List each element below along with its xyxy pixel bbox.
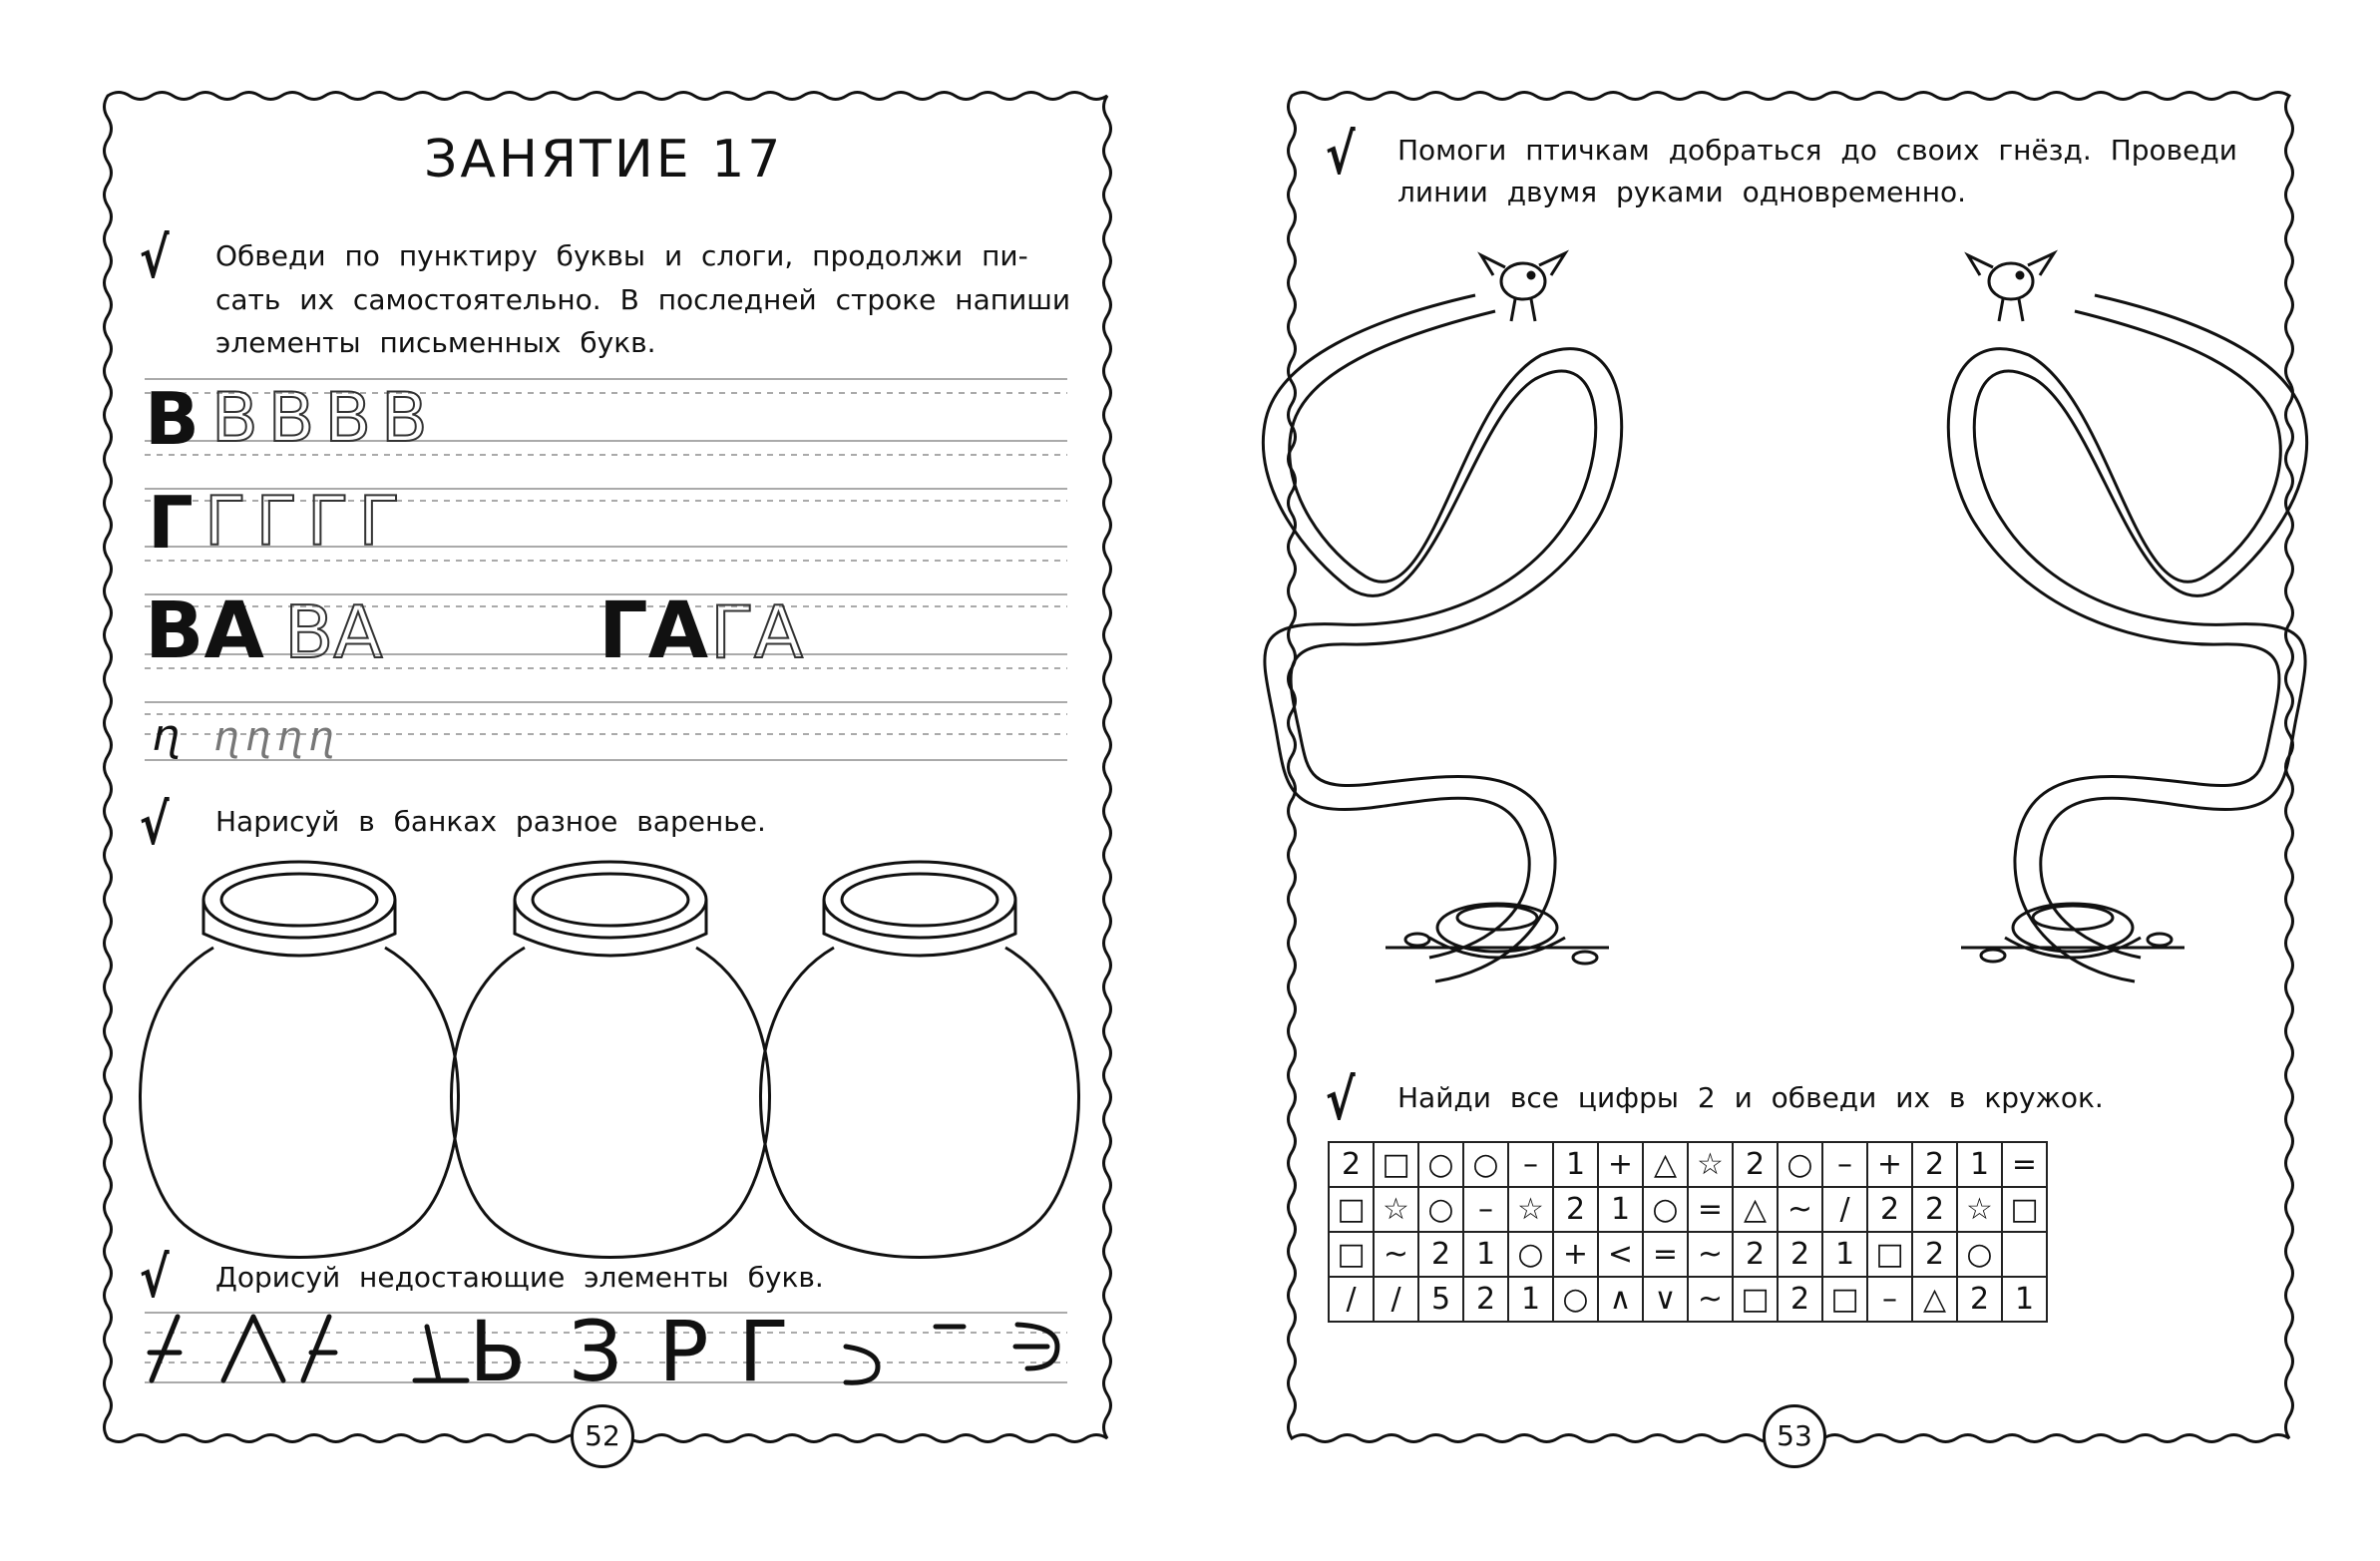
task1-line1: Обведи по пунктиру буквы и слоги, продолжи пи- <box>215 239 1028 272</box>
grid-cell[interactable]: / <box>1822 1187 1867 1232</box>
dashed-letter: В <box>267 379 325 458</box>
grid-cell[interactable]: 1 <box>1508 1277 1553 1322</box>
grid-cell[interactable]: 2 <box>1778 1277 1822 1322</box>
page-number: 52 <box>571 1404 634 1468</box>
grid-cell[interactable]: ○ <box>1778 1142 1822 1187</box>
checkmark-icon: √ <box>1325 123 1356 188</box>
grid-cell[interactable]: ○ <box>1508 1232 1553 1277</box>
grid-cell[interactable]: ~ <box>1778 1187 1822 1232</box>
partial-letter: З <box>569 1303 622 1400</box>
grid-cell[interactable]: 2 <box>1553 1187 1598 1232</box>
grid-cell[interactable]: – <box>1508 1142 1553 1187</box>
grid-cell[interactable]: 2 <box>1912 1142 1957 1187</box>
right-task1-line1: Помоги птичкам добраться до своих гнёзд. Проведи <box>1397 134 2237 167</box>
trace-letter-g-bold: Г <box>148 481 194 565</box>
right-task2-text: Найди все цифры 2 и обведи их в кружок. <box>1397 1081 2104 1114</box>
grid-cell[interactable]: □ <box>1733 1277 1778 1322</box>
grid-row <box>1329 1187 2047 1232</box>
bird-maze-illustration <box>1190 0 2380 1561</box>
grid-cell[interactable]: ~ <box>1688 1277 1733 1322</box>
dashed-letter: Г <box>255 483 307 562</box>
task3-text: Дорисуй недостающие элементы букв. <box>215 1261 824 1294</box>
grid-cell[interactable]: 2 <box>1912 1232 1957 1277</box>
grid-row <box>1329 1277 2047 1322</box>
grid-cell[interactable]: 2 <box>1733 1142 1778 1187</box>
grid-cell[interactable]: ○ <box>1418 1142 1463 1187</box>
dashed-letter: В <box>211 379 268 458</box>
checkmark-icon: √ <box>139 1246 170 1311</box>
trace-letter-v-bold: В <box>145 377 199 461</box>
nest-icon <box>1386 904 1609 964</box>
grid-cell[interactable]: < <box>1598 1232 1643 1277</box>
dashed-letter: Г <box>358 483 410 562</box>
grid-row <box>1329 1232 2047 1277</box>
nest-icon <box>1961 904 2184 962</box>
dashed-letter: Г <box>204 483 256 562</box>
grid-cell[interactable] <box>2002 1232 2047 1277</box>
grid-cell[interactable]: – <box>1867 1277 1912 1322</box>
task1-line3: элементы письменных букв. <box>215 326 656 359</box>
grid-cell[interactable]: 2 <box>1867 1187 1912 1232</box>
grid-cell[interactable]: ○ <box>1553 1277 1598 1322</box>
element-dashed: ɳɳɳɳ <box>213 714 340 760</box>
syllable-ga-bold: ГА <box>598 586 709 676</box>
dashed-letter: В <box>324 379 381 458</box>
task1-line2: сать их самостоятельно. В последней строке напиши <box>215 283 1071 316</box>
grid-cell[interactable]: 2 <box>1912 1187 1957 1232</box>
grid-cell[interactable]: 2 <box>1957 1277 2002 1322</box>
right-task1-line2: линии двумя руками одновременно. <box>1397 176 1967 208</box>
grid-cell[interactable]: + <box>1553 1232 1598 1277</box>
grid-cell[interactable]: ○ <box>1463 1142 1508 1187</box>
grid-cell[interactable]: 2 <box>1329 1142 1374 1187</box>
grid-cell[interactable]: 1 <box>1822 1232 1867 1277</box>
grid-cell[interactable]: □ <box>1822 1277 1867 1322</box>
grid-cell[interactable]: = <box>1688 1187 1733 1232</box>
grid-cell[interactable]: 1 <box>1957 1142 2002 1187</box>
bird-icon <box>1968 253 2054 321</box>
page-number: 53 <box>1763 1404 1826 1468</box>
lesson-title: ЗАНЯТИЕ 17 <box>424 130 784 190</box>
grid-cell[interactable]: ☆ <box>1374 1187 1418 1232</box>
dashed-letter: Г <box>306 483 359 562</box>
grid-cell[interactable]: □ <box>1329 1232 1374 1277</box>
grid-cell[interactable]: □ <box>1867 1232 1912 1277</box>
checkmark-icon: √ <box>139 793 170 858</box>
grid-cell[interactable]: 1 <box>2002 1277 2047 1322</box>
symbol-grid <box>1328 1141 2048 1323</box>
grid-cell[interactable]: ☆ <box>1508 1187 1553 1232</box>
grid-cell[interactable]: 1 <box>1598 1187 1643 1232</box>
checkmark-icon: √ <box>139 226 170 291</box>
syllable-va-bold: ВА <box>145 586 264 676</box>
grid-cell[interactable]: □ <box>2002 1187 2047 1232</box>
grid-cell[interactable]: △ <box>1733 1187 1778 1232</box>
grid-cell[interactable]: 1 <box>1463 1232 1508 1277</box>
grid-cell[interactable]: ☆ <box>1957 1187 2002 1232</box>
grid-cell[interactable]: ○ <box>1643 1187 1688 1232</box>
grid-cell[interactable]: = <box>1643 1232 1688 1277</box>
task2-text: Нарисуй в банках разное варенье. <box>215 805 766 838</box>
grid-cell[interactable]: □ <box>1329 1187 1374 1232</box>
grid-cell[interactable]: ○ <box>1418 1187 1463 1232</box>
grid-cell[interactable]: – <box>1822 1142 1867 1187</box>
grid-cell[interactable]: ~ <box>1374 1232 1418 1277</box>
grid-cell[interactable]: △ <box>1643 1142 1688 1187</box>
grid-cell[interactable]: / <box>1329 1277 1374 1322</box>
grid-cell[interactable]: ○ <box>1957 1232 2002 1277</box>
grid-cell[interactable]: 1 <box>1553 1142 1598 1187</box>
grid-cell[interactable]: △ <box>1912 1277 1957 1322</box>
grid-cell[interactable]: ~ <box>1688 1232 1733 1277</box>
partial-letter: Р <box>658 1303 709 1400</box>
element-bold: ɳ <box>152 710 181 761</box>
grid-cell[interactable]: / <box>1374 1277 1418 1322</box>
grid-cell[interactable]: ☆ <box>1688 1142 1733 1187</box>
checkmark-icon: √ <box>1325 1068 1356 1133</box>
grid-cell[interactable]: 5 <box>1418 1277 1463 1322</box>
grid-cell[interactable]: ∧ <box>1598 1277 1643 1322</box>
dashed-letter: В <box>380 379 438 458</box>
grid-cell[interactable]: + <box>1867 1142 1912 1187</box>
syllable-ga-dashed: ГА <box>710 590 804 674</box>
grid-cell[interactable]: 2 <box>1463 1277 1508 1322</box>
grid-cell[interactable]: – <box>1463 1187 1508 1232</box>
grid-cell[interactable]: = <box>2002 1142 2047 1187</box>
grid-cell[interactable]: □ <box>1374 1142 1418 1187</box>
partial-letter: Ь <box>469 1303 527 1400</box>
grid-cell[interactable]: 2 <box>1418 1232 1463 1277</box>
grid-cell[interactable]: 2 <box>1733 1232 1778 1277</box>
grid-cell[interactable]: ∨ <box>1643 1277 1688 1322</box>
grid-cell[interactable]: + <box>1598 1142 1643 1187</box>
grid-row <box>1329 1142 2047 1187</box>
right-page <box>1190 0 2380 1561</box>
partial-letter: Г <box>738 1303 790 1400</box>
syllable-va-dashed: ВА <box>284 590 383 674</box>
grid-cell[interactable]: 2 <box>1778 1232 1822 1277</box>
